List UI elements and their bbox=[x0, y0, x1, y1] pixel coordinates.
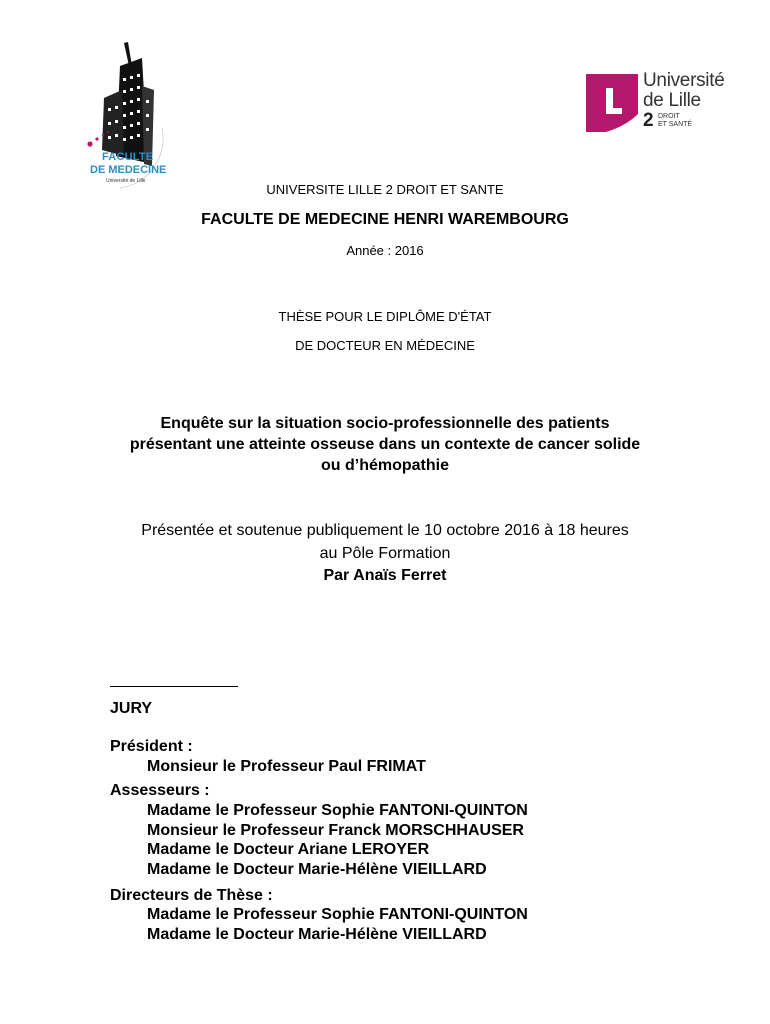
divider bbox=[110, 686, 238, 687]
thesis-title-line: ou d’hémopathie bbox=[321, 457, 449, 474]
faculty-logo-line1: FACULTE bbox=[102, 151, 154, 163]
academic-year: Année : 2016 bbox=[346, 243, 424, 258]
thesis-title-line: Enquête sur la situation socio-professionnelle des patients bbox=[160, 415, 610, 432]
faculty-logo-line2: DE MEDECINE bbox=[90, 164, 167, 176]
director-name: Madame le Professeur Sophie FANTONI-QUINTON bbox=[147, 906, 528, 923]
assessor-name: Monsieur le Professeur Franck MORSCHHAUSER bbox=[147, 822, 524, 839]
assessor-name: Madame le Professeur Sophie FANTONI-QUINTON bbox=[147, 802, 528, 819]
presentation-info bbox=[0, 519, 770, 565]
university-name: UNIVERSITE LILLE 2 DROIT ET SANTE bbox=[266, 182, 504, 197]
directors-label: Directeurs de Thèse : bbox=[110, 887, 273, 904]
faculty-logo-line3: Université de Lille bbox=[106, 178, 146, 184]
university-logo-small1: DROIT bbox=[658, 113, 680, 120]
university-logo bbox=[586, 72, 746, 134]
university-logo-number: 2 bbox=[643, 110, 654, 131]
faculty-logo bbox=[82, 38, 192, 196]
president-name: Monsieur le Professeur Paul FRIMAT bbox=[147, 758, 426, 775]
jury-heading: JURY bbox=[110, 700, 153, 717]
university-mark-icon bbox=[586, 74, 638, 132]
university-logo-small2: ET SANTÉ bbox=[658, 121, 693, 128]
university-logo-line1: Université bbox=[643, 70, 725, 91]
president-label: Président : bbox=[110, 738, 193, 755]
assessor-name: Madame le Docteur Ariane LEROYER bbox=[147, 841, 430, 858]
faculty-name: FACULTE DE MEDECINE HENRI WAREMBOURG bbox=[201, 211, 569, 228]
thesis-type-line2: DE DOCTEUR EN MÉDECINE bbox=[295, 338, 475, 353]
director-name: Madame le Docteur Marie-Hélène VIEILLARD bbox=[147, 926, 487, 943]
university-logo-line2: de Lille bbox=[643, 90, 701, 111]
presentation-date: Présentée et soutenue publiquement le 10 octobre 2016 à 18 heures bbox=[141, 522, 629, 539]
assessor-name: Madame le Docteur Marie-Hélène VIEILLARD bbox=[147, 861, 487, 878]
thesis-type-line1: THÈSE POUR LE DIPLÔME D'ÉTAT bbox=[278, 309, 492, 324]
thesis-title bbox=[0, 413, 770, 476]
thesis-title-line: présentant une atteinte osseuse dans un contexte de cancer solide bbox=[129, 436, 641, 453]
presentation-location: au Pôle Formation bbox=[319, 545, 451, 562]
assessors-label: Assesseurs : bbox=[110, 782, 210, 799]
thesis-author: Par Anaïs Ferret bbox=[323, 567, 447, 584]
